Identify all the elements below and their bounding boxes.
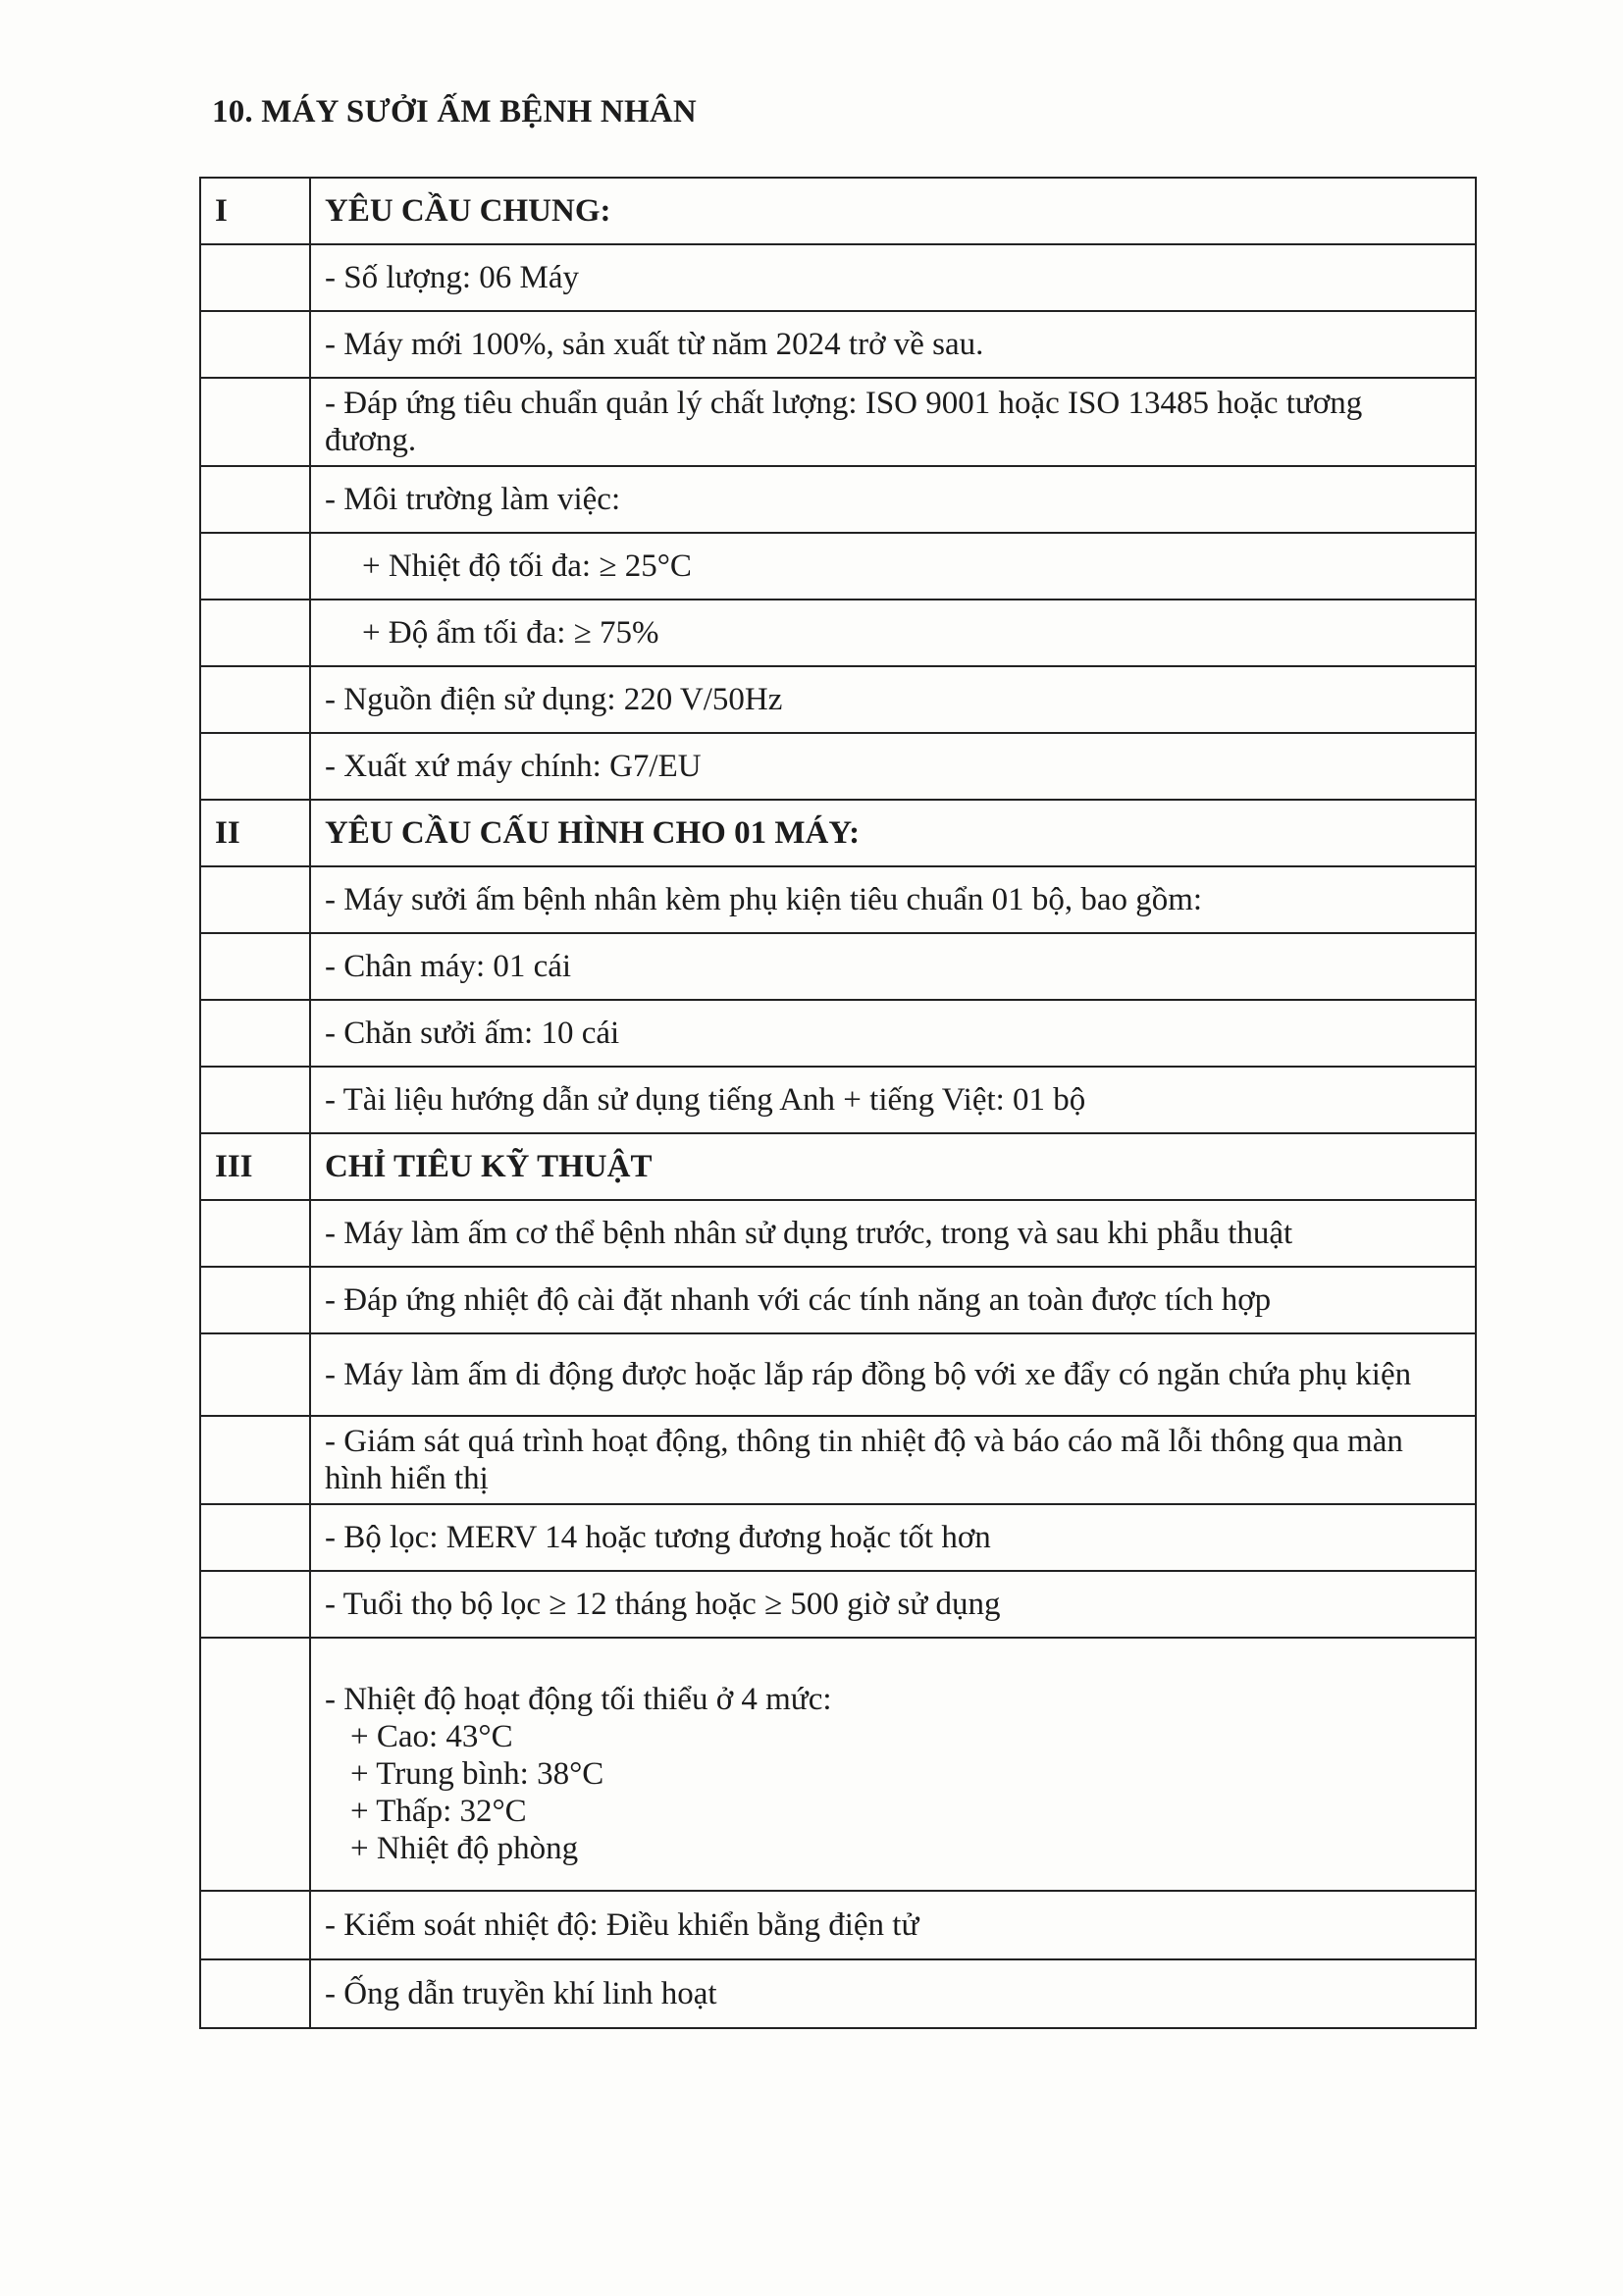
temperature-level-high: + Cao: 43°C — [350, 1719, 513, 1754]
row-text: - Môi trường làm việc: — [310, 466, 1476, 533]
row-text: - Số lượng: 06 Máy — [310, 244, 1476, 311]
empty-cell — [200, 600, 310, 666]
table-row — [200, 600, 1476, 666]
table-row — [200, 1891, 1476, 1959]
empty-cell — [200, 866, 310, 933]
table-row — [200, 1333, 1476, 1416]
table-row — [200, 311, 1476, 378]
temperature-intro: - Nhiệt độ hoạt động tối thiểu ở 4 mức: — [325, 1682, 832, 1717]
temperature-levels-cell — [310, 1638, 1476, 1891]
empty-cell — [200, 1267, 310, 1333]
empty-cell — [200, 378, 310, 466]
table-row — [200, 933, 1476, 1000]
table-row — [200, 1504, 1476, 1571]
row-text: - Máy mới 100%, sản xuất từ năm 2024 trở về sau. — [310, 311, 1476, 378]
table-row — [200, 1267, 1476, 1333]
specification-table — [199, 177, 1477, 2029]
temperature-level-room: + Nhiệt độ phòng — [350, 1831, 579, 1866]
empty-cell — [200, 1200, 310, 1267]
row-text: - Kiểm soát nhiệt độ: Điều khiển bằng điện tử — [310, 1891, 1476, 1959]
empty-cell — [200, 1333, 310, 1416]
empty-cell — [200, 933, 310, 1000]
empty-cell — [200, 1416, 310, 1504]
section-title: CHỈ TIÊU KỸ THUẬT — [310, 1133, 1476, 1200]
row-text: - Chăn sưởi ấm: 10 cái — [310, 1000, 1476, 1067]
empty-cell — [200, 1504, 310, 1571]
section-title: YÊU CẦU CHUNG: — [310, 178, 1476, 244]
row-text: - Chân máy: 01 cái — [310, 933, 1476, 1000]
empty-cell — [200, 1959, 310, 2028]
empty-cell — [200, 1067, 310, 1133]
table-row — [200, 1571, 1476, 1638]
table-row — [200, 866, 1476, 933]
empty-cell — [200, 466, 310, 533]
empty-cell — [200, 311, 310, 378]
row-text: + Nhiệt độ tối đa: ≥ 25°C — [310, 533, 1476, 600]
row-text: - Máy sưởi ấm bệnh nhân kèm phụ kiện tiêu chuẩn 01 bộ, bao gồm: — [310, 866, 1476, 933]
row-text: + Độ ẩm tối đa: ≥ 75% — [310, 600, 1476, 666]
table-row — [200, 1959, 1476, 2028]
empty-cell — [200, 244, 310, 311]
table-row — [200, 533, 1476, 600]
row-text: - Giám sát quá trình hoạt động, thông tin nhiệt độ và báo cáo mã lỗi thông qua màn hình hiển thị — [310, 1416, 1476, 1504]
table-row — [200, 666, 1476, 733]
empty-cell — [200, 1638, 310, 1891]
temperature-level-medium: + Trung bình: 38°C — [350, 1756, 604, 1792]
empty-cell — [200, 1891, 310, 1959]
row-text: - Ống dẫn truyền khí linh hoạt — [310, 1959, 1476, 2028]
empty-cell — [200, 1571, 310, 1638]
row-text: - Đáp ứng nhiệt độ cài đặt nhanh với các tính năng an toàn được tích hợp — [310, 1267, 1476, 1333]
section-number: II — [200, 800, 310, 866]
temperature-level-low: + Thấp: 32°C — [350, 1794, 527, 1829]
section-number: I — [200, 178, 310, 244]
table-row — [200, 1000, 1476, 1067]
empty-cell — [200, 533, 310, 600]
empty-cell — [200, 733, 310, 800]
table-row — [200, 733, 1476, 800]
row-text: - Xuất xứ máy chính: G7/EU — [310, 733, 1476, 800]
section-number: III — [200, 1133, 310, 1200]
table-row — [200, 1067, 1476, 1133]
section-header-row — [200, 800, 1476, 866]
table-row — [200, 1200, 1476, 1267]
row-text: - Nguồn điện sử dụng: 220 V/50Hz — [310, 666, 1476, 733]
table-row — [200, 1416, 1476, 1504]
row-text: - Tài liệu hướng dẫn sử dụng tiếng Anh + tiếng Việt: 01 bộ — [310, 1067, 1476, 1133]
row-text: - Đáp ứng tiêu chuẩn quản lý chất lượng: ISO 9001 hoặc ISO 13485 hoặc tương đương. — [310, 378, 1476, 466]
empty-cell — [200, 666, 310, 733]
row-text: - Máy làm ấm cơ thể bệnh nhân sử dụng trước, trong và sau khi phẫu thuật — [310, 1200, 1476, 1267]
section-header-row — [200, 178, 1476, 244]
row-text: - Bộ lọc: MERV 14 hoặc tương đương hoặc tốt hơn — [310, 1504, 1476, 1571]
row-text: - Tuổi thọ bộ lọc ≥ 12 tháng hoặc ≥ 500 giờ sử dụng — [310, 1571, 1476, 1638]
row-text: - Máy làm ấm di động được hoặc lắp ráp đồng bộ với xe đẩy có ngăn chứa phụ kiện — [310, 1333, 1476, 1416]
section-header-row — [200, 1133, 1476, 1200]
empty-cell — [200, 1000, 310, 1067]
table-row — [200, 466, 1476, 533]
table-row — [200, 1638, 1476, 1891]
document-heading: 10. MÁY SƯỞI ẤM BỆNH NHÂN — [212, 94, 697, 130]
table-row — [200, 244, 1476, 311]
section-title: YÊU CẦU CẤU HÌNH CHO 01 MÁY: — [310, 800, 1476, 866]
table-row — [200, 378, 1476, 466]
